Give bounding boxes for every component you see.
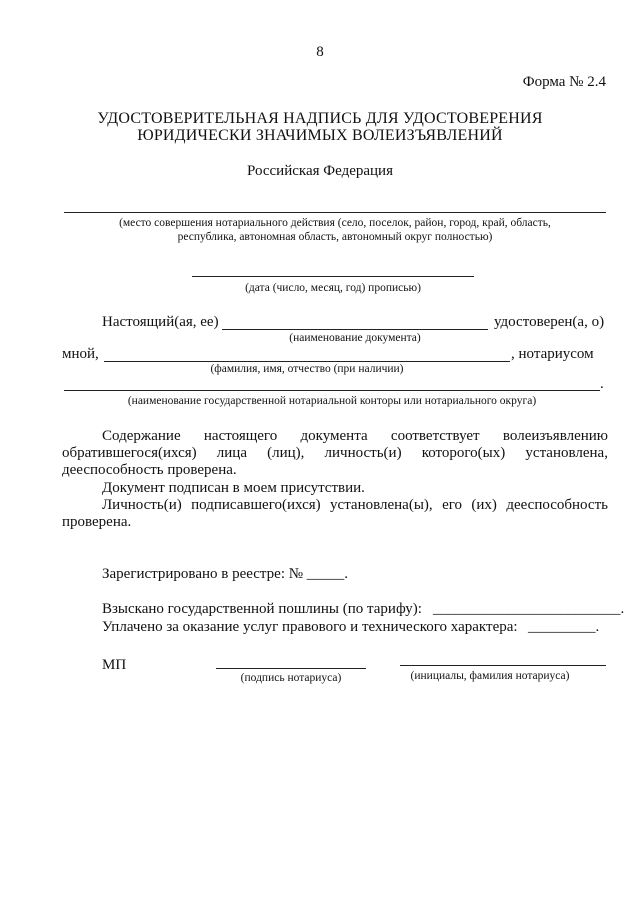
word: дееспособность (506, 497, 608, 513)
document-name-line (222, 329, 488, 330)
date-line (192, 276, 474, 277)
office-end: . (600, 376, 604, 392)
document-prefix: Настоящий(ая, ее) (102, 314, 219, 330)
content-paragraph-line-2 (62, 445, 608, 462)
word: Личность(и) (102, 497, 182, 513)
place-line (64, 212, 606, 213)
page-number: 8 (316, 44, 324, 60)
word: настоящего (203, 428, 278, 444)
word: подписавшего(ихся) (191, 497, 321, 513)
document-suffix: удостоверен(а, о) (494, 314, 605, 330)
date-caption: (дата (число, месяц, год) прописью) (245, 282, 421, 294)
office-caption: (наименование государственной нотариальной конторы или нотариального округа) (127, 395, 537, 407)
notary-name-signature-line (400, 665, 606, 666)
notary-name-line (104, 361, 510, 362)
notary-caption: (фамилия, имя, отчество (при наличии) (210, 363, 404, 375)
word: (их) (471, 497, 497, 513)
place-caption-line-2: республика, автономная область, автономный округ полностью) (177, 231, 493, 243)
word: документа (300, 428, 368, 444)
word: установлена, (525, 445, 608, 461)
notary-name-caption: (инициалы, фамилия нотариуса) (410, 670, 570, 682)
form-title-line-1: УДОСТОВЕРИТЕЛЬНАЯ НАДПИСЬ ДЛЯ УДОСТОВЕРЕНИЯ (97, 110, 543, 127)
signature-caption: (подпись нотариуса) (240, 672, 342, 684)
fee-label: Взыскано государственной пошлины (по тарифу): (102, 601, 422, 617)
signed-paragraph: Документ подписан в моем присутствии. (102, 480, 365, 496)
word: (лиц), (267, 445, 305, 461)
word: его (442, 497, 462, 513)
signature-line (216, 668, 366, 669)
paid-blank: _________. (528, 619, 600, 635)
seal-place-mp: МП (102, 657, 127, 673)
registry-entry: Зарегистрировано в реестре: № _____. (102, 566, 349, 582)
place-caption-line-1: (место совершения нотариального действия (село, поселок, район, город, край, область, (119, 217, 551, 229)
form-title-line-2: ЮРИДИЧЕСКИ ЗНАЧИМЫХ ВОЛЕИЗЪЯВЛЕНИЙ (137, 127, 503, 144)
content-paragraph-line-1 (102, 428, 608, 445)
word: обратившегося(ихся) (62, 445, 197, 461)
country-name: Российская Федерация (247, 163, 393, 179)
identity-paragraph-line-1 (102, 497, 608, 514)
word: волеизъявлению (502, 428, 608, 444)
word: соответствует (390, 428, 480, 444)
notary-prefix: мной, (62, 346, 99, 362)
word: Содержание (102, 428, 181, 444)
word: лица (216, 445, 247, 461)
paid-label: Уплачено за оказание услуг правового и технического характера: (102, 619, 518, 635)
word: которого(ых) (421, 445, 506, 461)
form-number: Форма № 2.4 (522, 74, 606, 90)
word: установлена(ы), (330, 497, 433, 513)
document-caption: (наименование документа) (289, 332, 421, 344)
fee-blank: _________________________. (433, 601, 625, 617)
word: личность(и) (324, 445, 402, 461)
notary-suffix: , нотариусом (511, 346, 594, 362)
content-paragraph-line-3: дееспособность проверена. (62, 462, 237, 478)
identity-paragraph-line-2: проверена. (62, 514, 132, 530)
office-line (64, 390, 600, 391)
